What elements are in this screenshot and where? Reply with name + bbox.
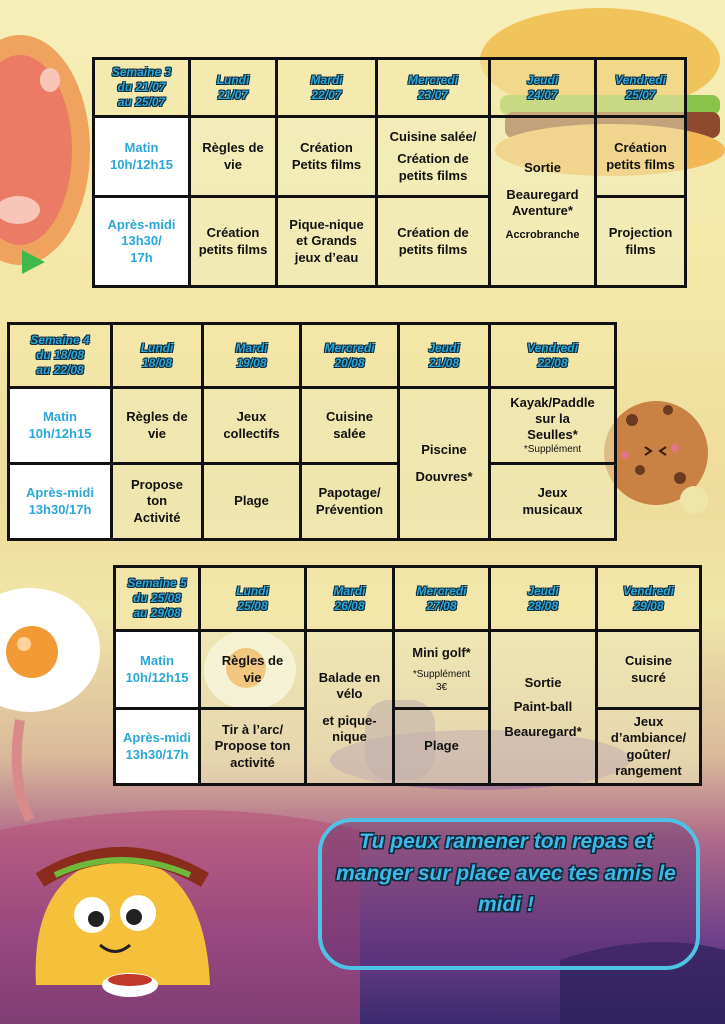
activity-friday-afternoon: Projection films: [596, 197, 686, 287]
day-header-wednesday: Mercredi 27/08: [394, 567, 490, 631]
activity-thursday-all-day: Piscine Douvres*: [399, 388, 490, 540]
day-header-wednesday: Mercredi 23/07: [377, 59, 490, 117]
ham-slice-icon: [0, 35, 90, 274]
day-header-friday: Vendredi 22/08: [490, 324, 616, 388]
activity-wednesday-afternoon: Création de petits films: [377, 197, 490, 287]
activity-friday-morning: Kayak/Paddle sur la Seulles* *Supplément: [490, 388, 616, 464]
activity-wednesday-morning: Cuisine salée: [301, 388, 399, 464]
day-header-tuesday: Mardi 22/07: [277, 59, 377, 117]
day-header-thursday: Jeudi 28/08: [490, 567, 597, 631]
activity-monday-afternoon: Propose ton Activité: [112, 464, 203, 540]
activity-monday-morning: Règles de vie: [190, 117, 277, 197]
slot-afternoon: Après-midi 13h30/17h: [115, 709, 200, 785]
activity-monday-morning: Règles de vie: [112, 388, 203, 464]
activity-wednesday-morning: Mini golf* *Supplément 3€: [394, 631, 490, 709]
slot-morning: Matin 10h/12h15: [115, 631, 200, 709]
schedule-week-3: [92, 57, 687, 288]
activity-wednesday-afternoon: Plage: [394, 709, 490, 785]
day-header-wednesday: Mercredi 20/08: [301, 324, 399, 388]
activity-monday-afternoon: Création petits films: [190, 197, 277, 287]
activity-friday-morning: Création petits films: [596, 117, 686, 197]
slot-afternoon: Après-midi 13h30/17h: [9, 464, 112, 540]
day-header-tuesday: Mardi 26/08: [306, 567, 394, 631]
activity-monday-afternoon: Tir à l’arc/ Propose ton activité: [200, 709, 306, 785]
week-label: Semaine 3 du 21/07 au 25/07: [94, 59, 190, 117]
week-label: Semaine 5 du 25/08 au 29/08: [115, 567, 200, 631]
slot-afternoon: Après-midi 13h30/ 17h: [94, 197, 190, 287]
day-header-thursday: Jeudi 21/08: [399, 324, 490, 388]
activity-friday-morning: Cuisine sucré: [597, 631, 701, 709]
slot-morning: Matin 10h/12h15: [9, 388, 112, 464]
activity-thursday-all-day: Sortie Beauregard Aventure* Accrobranche: [490, 117, 596, 287]
slot-morning: Matin 10h/12h15: [94, 117, 190, 197]
day-header-monday: Lundi 25/08: [200, 567, 306, 631]
activity-tuesday-afternoon: Plage: [203, 464, 301, 540]
activity-monday-morning: Règles de vie: [200, 631, 306, 709]
day-header-friday: Vendredi 29/08: [597, 567, 701, 631]
activity-thursday-all-day: Sortie Paint-ball Beauregard*: [490, 631, 597, 785]
activity-friday-afternoon: Jeux d’ambiance/ goûter/ rangement: [597, 709, 701, 785]
speech-bubble-text: Tu peux ramener ton repas et manger sur place avec tes amis le midi !: [336, 830, 676, 916]
activity-wednesday-morning: Cuisine salée/ Création de petits films: [377, 117, 490, 197]
schedule-week-4: [7, 322, 617, 541]
cookie-icon: [604, 401, 708, 514]
activity-tuesday-all-day: Balade en vélo et pique- nique: [306, 631, 394, 785]
week-label: Semaine 4 du 18/08 au 22/08: [9, 324, 112, 388]
schedule-week-5: [113, 565, 702, 786]
day-header-thursday: Jeudi 24/07: [490, 59, 596, 117]
day-header-friday: Vendredi 25/07: [596, 59, 686, 117]
taco-icon: [36, 855, 210, 997]
activity-friday-afternoon: Jeux musicaux: [490, 464, 616, 540]
day-header-monday: Lundi 21/07: [190, 59, 277, 117]
activity-tuesday-morning: Jeux collectifs: [203, 388, 301, 464]
activity-wednesday-afternoon: Papotage/ Prévention: [301, 464, 399, 540]
day-header-tuesday: Mardi 19/08: [203, 324, 301, 388]
day-header-monday: Lundi 18/08: [112, 324, 203, 388]
activity-tuesday-afternoon: Pique-nique et Grands jeux d’eau: [277, 197, 377, 287]
activity-tuesday-morning: Création Petits films: [277, 117, 377, 197]
